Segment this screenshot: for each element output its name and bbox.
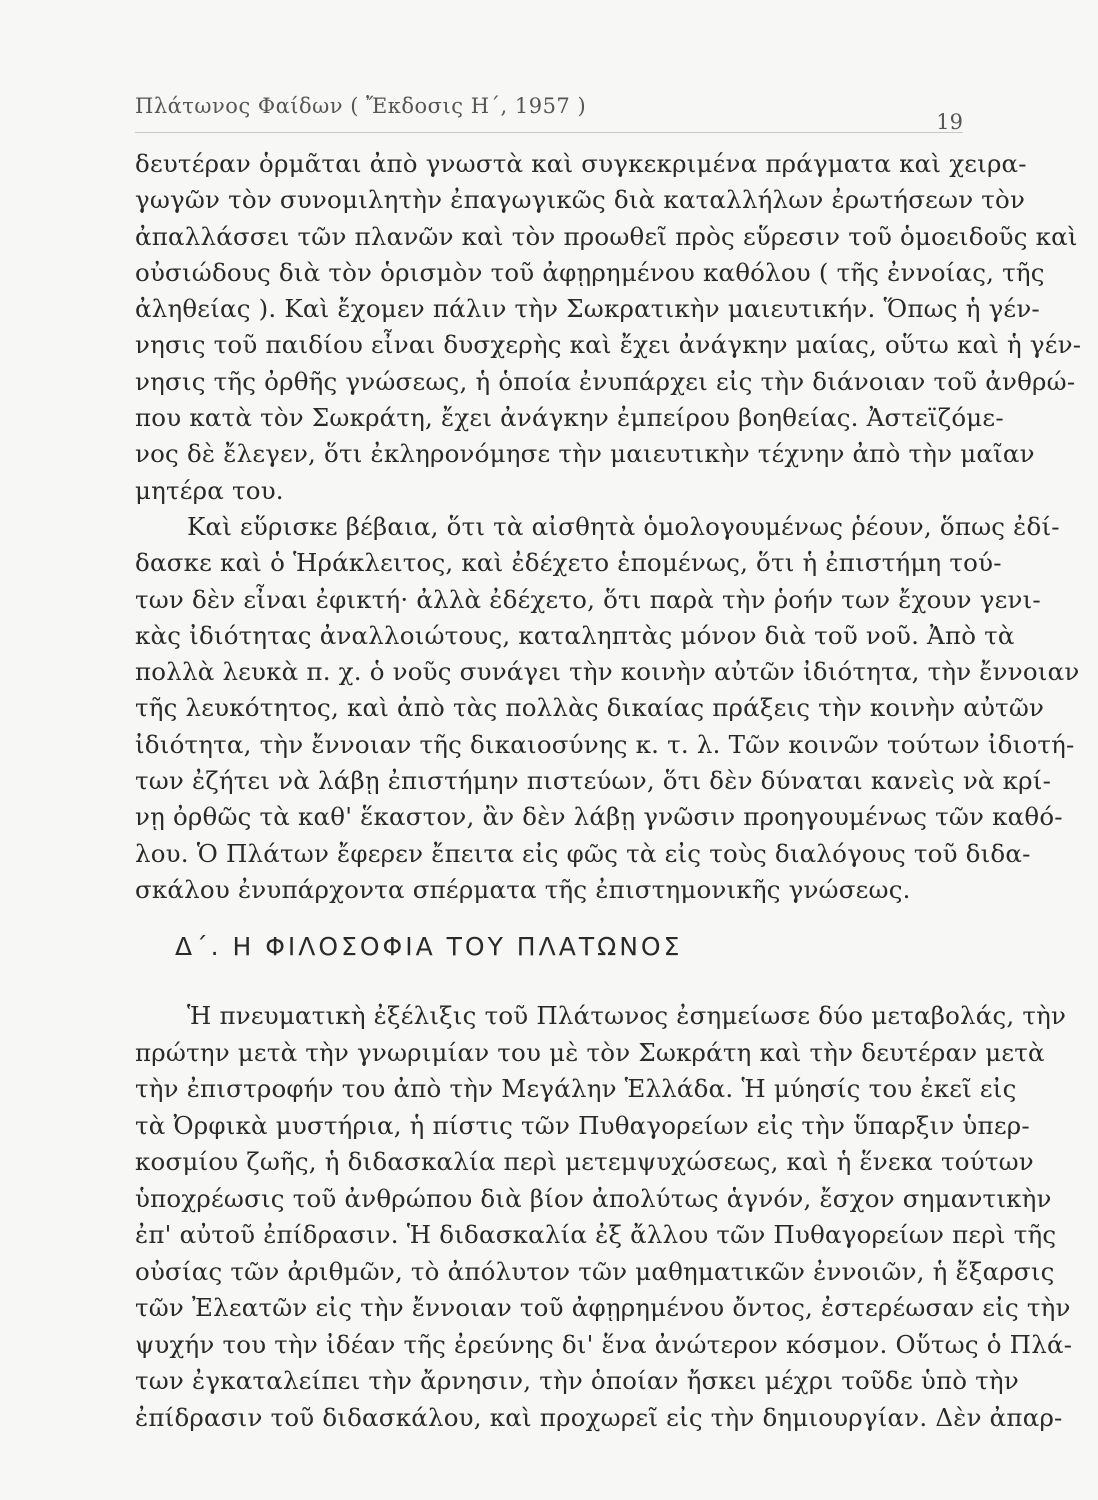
text-line: των ἐζήτει νὰ λάβῃ ἐπιστήμην πιστεύων, ὅτι δὲν δύναται κανεὶς νὰ κρί- [135, 766, 1052, 796]
text-line: ὑποχρέωσις τοῦ ἀνθρώπου διὰ βίον ἀπολύτως ἁγνόν, ἔσχον σημαντικὴν [135, 1183, 1052, 1213]
paragraph-3 [135, 998, 1073, 1436]
text-line: ἐπίδρασιν τοῦ διδασκάλου, καὶ προχωρεῖ εἰς τὴν δημιουργίαν. Δὲν ἀπαρ- [135, 1402, 1063, 1432]
text-line: των δὲν εἶναι ἐφικτή· ἀλλὰ ἐδέχετο, ὅτι παρὰ τὴν ῥοήν των ἔχουν γενι- [135, 584, 1041, 614]
text-line: πολλὰ λευκὰ π. χ. ὁ νοῦς συνάγει τὴν κοινὴν αὐτῶν ἰδιότητα, τὴν ἔννοιαν [135, 657, 1080, 687]
text-line: γωγῶν τὸν συνομιλητὴν ἐπαγωγικῶς διὰ καταλλήλων ἐρωτήσεων τὸν [135, 185, 1026, 215]
text-line: λου. Ὁ Πλάτων ἔφερεν ἔπειτα εἰς φῶς τὰ εἰς τοὺς διαλόγους τοῦ διδα- [135, 838, 1031, 868]
text-line: μητέρα του. [135, 475, 284, 505]
text-line: που κατὰ τὸν Σωκράτη, ἔχει ἀνάγκην ἐμπείρου βοηθείας. Ἀστεϊζόμε- [135, 403, 1004, 433]
paragraph-1 [135, 146, 1082, 509]
text-line: κοσμίου ζωῆς, ἡ διδασκαλία περὶ μετεμψυχώσεως, καὶ ἡ ἕνεκα τούτων [135, 1147, 1034, 1176]
text-line: τῶν Ἐλεατῶν εἰς τὴν ἔννοιαν τοῦ ἀφῃρημένου ὄντος, ἐστερέωσαν εἰς τὴν [135, 1293, 1071, 1322]
text-line: ἀληθείας ). Καὶ ἔχομεν πάλιν τὴν Σωκρατικὴν μαιευτικήν. Ὅπως ἡ γέν- [135, 294, 1040, 324]
text-line: πρώτην μετὰ τὴν γνωριμίαν του μὲ τὸν Σωκράτη καὶ τὴν δευτέραν μετὰ [135, 1037, 1045, 1067]
text-block-top [135, 146, 1082, 908]
text-line: Καὶ εὕρισκε βέβαια, ὅτι τὰ αἰσθητὰ ὁμολογουμένως ῥέουν, ὅπως ἐδί- [187, 511, 1060, 541]
text-line: νος δὲ ἔλεγεν, ὅτι ἐκληρονόμησε τὴν μαιευτικὴν τέχνην ἀπὸ τὴν μαῖαν [135, 439, 1035, 469]
running-header [135, 92, 963, 133]
text-line: Ἡ πνευματικὴ ἐξέλιξις τοῦ Πλάτωνος ἐσημείωσε δύο μεταβολάς, τὴν [187, 1001, 1067, 1030]
text-line: των ἐγκαταλείπει τὴν ἄρνησιν, τὴν ὁποίαν ἤσκει μέχρι τοῦδε ὑπὸ τὴν [135, 1366, 1019, 1395]
page-number: 19 [936, 110, 963, 134]
text-line: ἀπαλλάσσει τῶν πλανῶν καὶ τὸν προωθεῖ πρὸς εὕρεσιν τοῦ ὁμοειδοῦς καὶ [135, 221, 1078, 251]
text-line: τῆς λευκότητος, καὶ ἀπὸ τὰς πολλὰς δικαίας πράξεις τὴν κοινὴν αὐτῶν [135, 693, 1045, 723]
text-line: σκάλου ἐνυπάρχοντα σπέρματα τῆς ἐπιστημονικῆς γνώσεως. [135, 874, 911, 904]
paragraph-2 [135, 509, 1080, 908]
text-line: δευτέραν ὁρμᾶται ἀπὸ γνωστὰ καὶ συγκεκριμένα πράγματα καὶ χειρα- [135, 149, 1027, 178]
text-line: νησις τῆς ὀρθῆς γνώσεως, ἡ ὁποία ἐνυπάρχει εἰς τὴν διάνοιαν τοῦ ἀνθρώ- [135, 366, 1076, 396]
text-line: κὰς ἰδιότητας ἀναλλοιώτους, καταληπτὰς μόνον διὰ τοῦ νοῦ. Ἀπὸ τὰ [135, 620, 1015, 650]
text-line: νησις τοῦ παιδίου εἶναι δυσχερὴς καὶ ἔχει ἀνάγκην μαίας, οὕτω καὶ ἡ γέν- [135, 330, 1082, 360]
text-line: δασκε καὶ ὁ Ἡράκλειτος, καὶ ἐδέχετο ἑπομένως, ὅτι ἡ ἐπιστήμη τού- [135, 548, 1002, 578]
text-line: οὐσίας τῶν ἀριθμῶν, τὸ ἀπόλυτον τῶν μαθηματικῶν ἐννοιῶν, ἡ ἔξαρσις [135, 1256, 1055, 1286]
text-line: νῃ ὀρθῶς τὰ καθ' ἕκαστον, ἂν δὲν λάβῃ γνῶσιν προηγουμένως τῶν καθό- [135, 802, 1063, 832]
text-line: τὴν ἐπιστροφήν του ἀπὸ τὴν Μεγάλην Ἑλλάδα. Ἡ μύησίς του ἐκεῖ εἰς [135, 1074, 1017, 1103]
section-heading: Δ΄. Η ΦΙΛΟΣΟΦΙΑ ΤΟΥ ΠΛΑΤΩΝΟΣ [175, 932, 683, 961]
text-line: οὐσιώδους διὰ τὸν ὁρισμὸν τοῦ ἀφῃρημένου καθόλου ( τῆς ἐννοίας, τῆς [135, 257, 1045, 287]
text-line: τὰ Ὀρφικὰ μυστήρια, ἡ πίστις τῶν Πυθαγορείων εἰς τὴν ὕπαρξιν ὑπερ- [135, 1110, 1030, 1140]
text-line: ψυχήν του τὴν ἰδέαν τῆς ἐρεύνης δι' ἕνα ἀνώτερον κόσμον. Οὕτως ὁ Πλά- [135, 1329, 1073, 1359]
text-line: ἐπ' αὐτοῦ ἐπίδρασιν. Ἡ διδασκαλία ἐξ ἄλλου τῶν Πυθαγορείων περὶ τῆς [135, 1220, 1057, 1249]
text-line: ἰδιότητα, τὴν ἔννοιαν τῆς δικαιοσύνης κ. τ. λ. Τῶν κοινῶν τούτων ἰδιοτή- [135, 729, 1075, 759]
header-title: Πλάτωνος Φαίδων ( Ἔκδοσις Η΄, 1957 ) [135, 94, 587, 118]
